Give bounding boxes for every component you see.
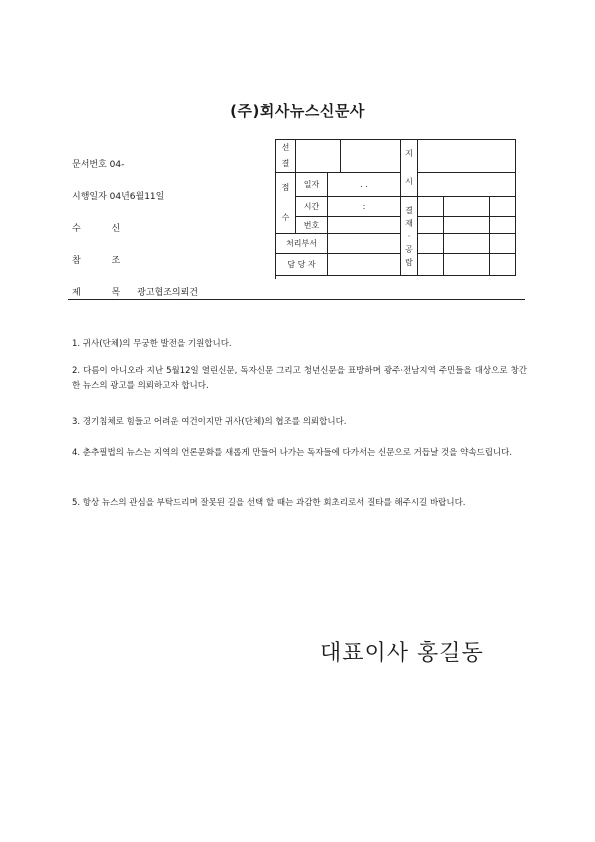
paragraph-2: 2. 다름이 아니오라 지난 5월12일 열린신문, 독자신문 그리고 청년신문을 표방하며 광주·전남지역 주민들을 대상으로 창간한 뉴스의 광고를 의뢰하고자 합니다. — [72, 366, 527, 391]
paragraph-4: 4. 춘추필법의 뉴스는 지역의 언론문화를 새롭게 만들어 나가는 독자들에 다가서는 신문으로 거듭날 것을 약속드립니다. — [72, 448, 513, 458]
sign-3[interactable] — [490, 197, 516, 217]
label-beon-ho: 번호 — [296, 217, 328, 234]
subject-line — [72, 285, 198, 298]
sign-11[interactable] — [444, 254, 490, 276]
cell-jeop-su — [276, 173, 296, 234]
subject-label: 제 목 — [72, 288, 135, 298]
reference-label: 참 조 — [72, 256, 135, 266]
label-ji: 지 — [405, 149, 413, 158]
sign-4[interactable] — [418, 217, 444, 234]
label-cheori-buseo: 처리부서 — [276, 234, 328, 254]
cell-instruction[interactable] — [418, 140, 516, 173]
header-divider — [68, 299, 525, 300]
value-time[interactable]: : — [328, 197, 401, 217]
issue-date: 시행일자 04년6월11일 — [72, 192, 165, 202]
sign-12[interactable] — [490, 254, 516, 276]
sign-10[interactable] — [418, 254, 444, 276]
sign-7[interactable] — [418, 234, 444, 254]
label-il-ja: 일자 — [296, 173, 328, 197]
label-seon: 선 — [281, 143, 290, 152]
value-number[interactable] — [328, 217, 401, 234]
paragraph-1: 1. 귀사(단체)의 무궁한 발전을 기원합니다. — [72, 339, 232, 349]
label-jeop: 점 — [281, 183, 290, 192]
cell-seon-gyeol — [276, 140, 296, 173]
sign-5[interactable] — [444, 217, 490, 234]
cell-instruction-b[interactable] — [418, 173, 516, 197]
subject-value: 광고협조의뢰건 — [137, 288, 198, 298]
value-department[interactable] — [328, 234, 401, 254]
label-dam-dang-ja: 담 당 자 — [276, 254, 328, 276]
label-si-gan: 시간 — [296, 197, 328, 217]
doc-number: 문서번호 04- — [72, 160, 125, 170]
label-gyeol-jae: 결 재 · 공 람 — [401, 197, 418, 276]
label-si: 시 — [405, 177, 413, 186]
sign-8[interactable] — [444, 234, 490, 254]
table-tail-line — [275, 263, 276, 279]
sign-9[interactable] — [490, 234, 516, 254]
cell-blank-b[interactable] — [341, 140, 401, 173]
label-gyeol: 결 — [281, 159, 290, 168]
sign-2[interactable] — [444, 197, 490, 217]
recipient-label: 수 신 — [72, 224, 135, 234]
approval-table — [275, 139, 515, 269]
label-su: 수 — [281, 213, 290, 222]
paragraph-3: 3. 경기침체로 힘들고 어려운 여건이지만 귀사(단체)의 협조를 의뢰합니다. — [72, 417, 347, 427]
sign-6[interactable] — [490, 217, 516, 234]
document-title: (주)회사뉴스신문사 — [230, 102, 365, 120]
value-date[interactable]: . . — [328, 173, 401, 197]
value-person[interactable] — [328, 254, 401, 276]
paragraph-5: 5. 항상 뉴스의 관심을 부탁드리며 잘못된 길을 선택 할 때는 과감한 회초리로서 질타를 해주시길 바랍니다. — [72, 498, 466, 508]
signature: 대표이사 홍길동 — [320, 641, 484, 666]
cell-ji-si — [401, 140, 418, 197]
cell-blank-a[interactable] — [296, 140, 341, 173]
sign-1[interactable] — [418, 197, 444, 217]
